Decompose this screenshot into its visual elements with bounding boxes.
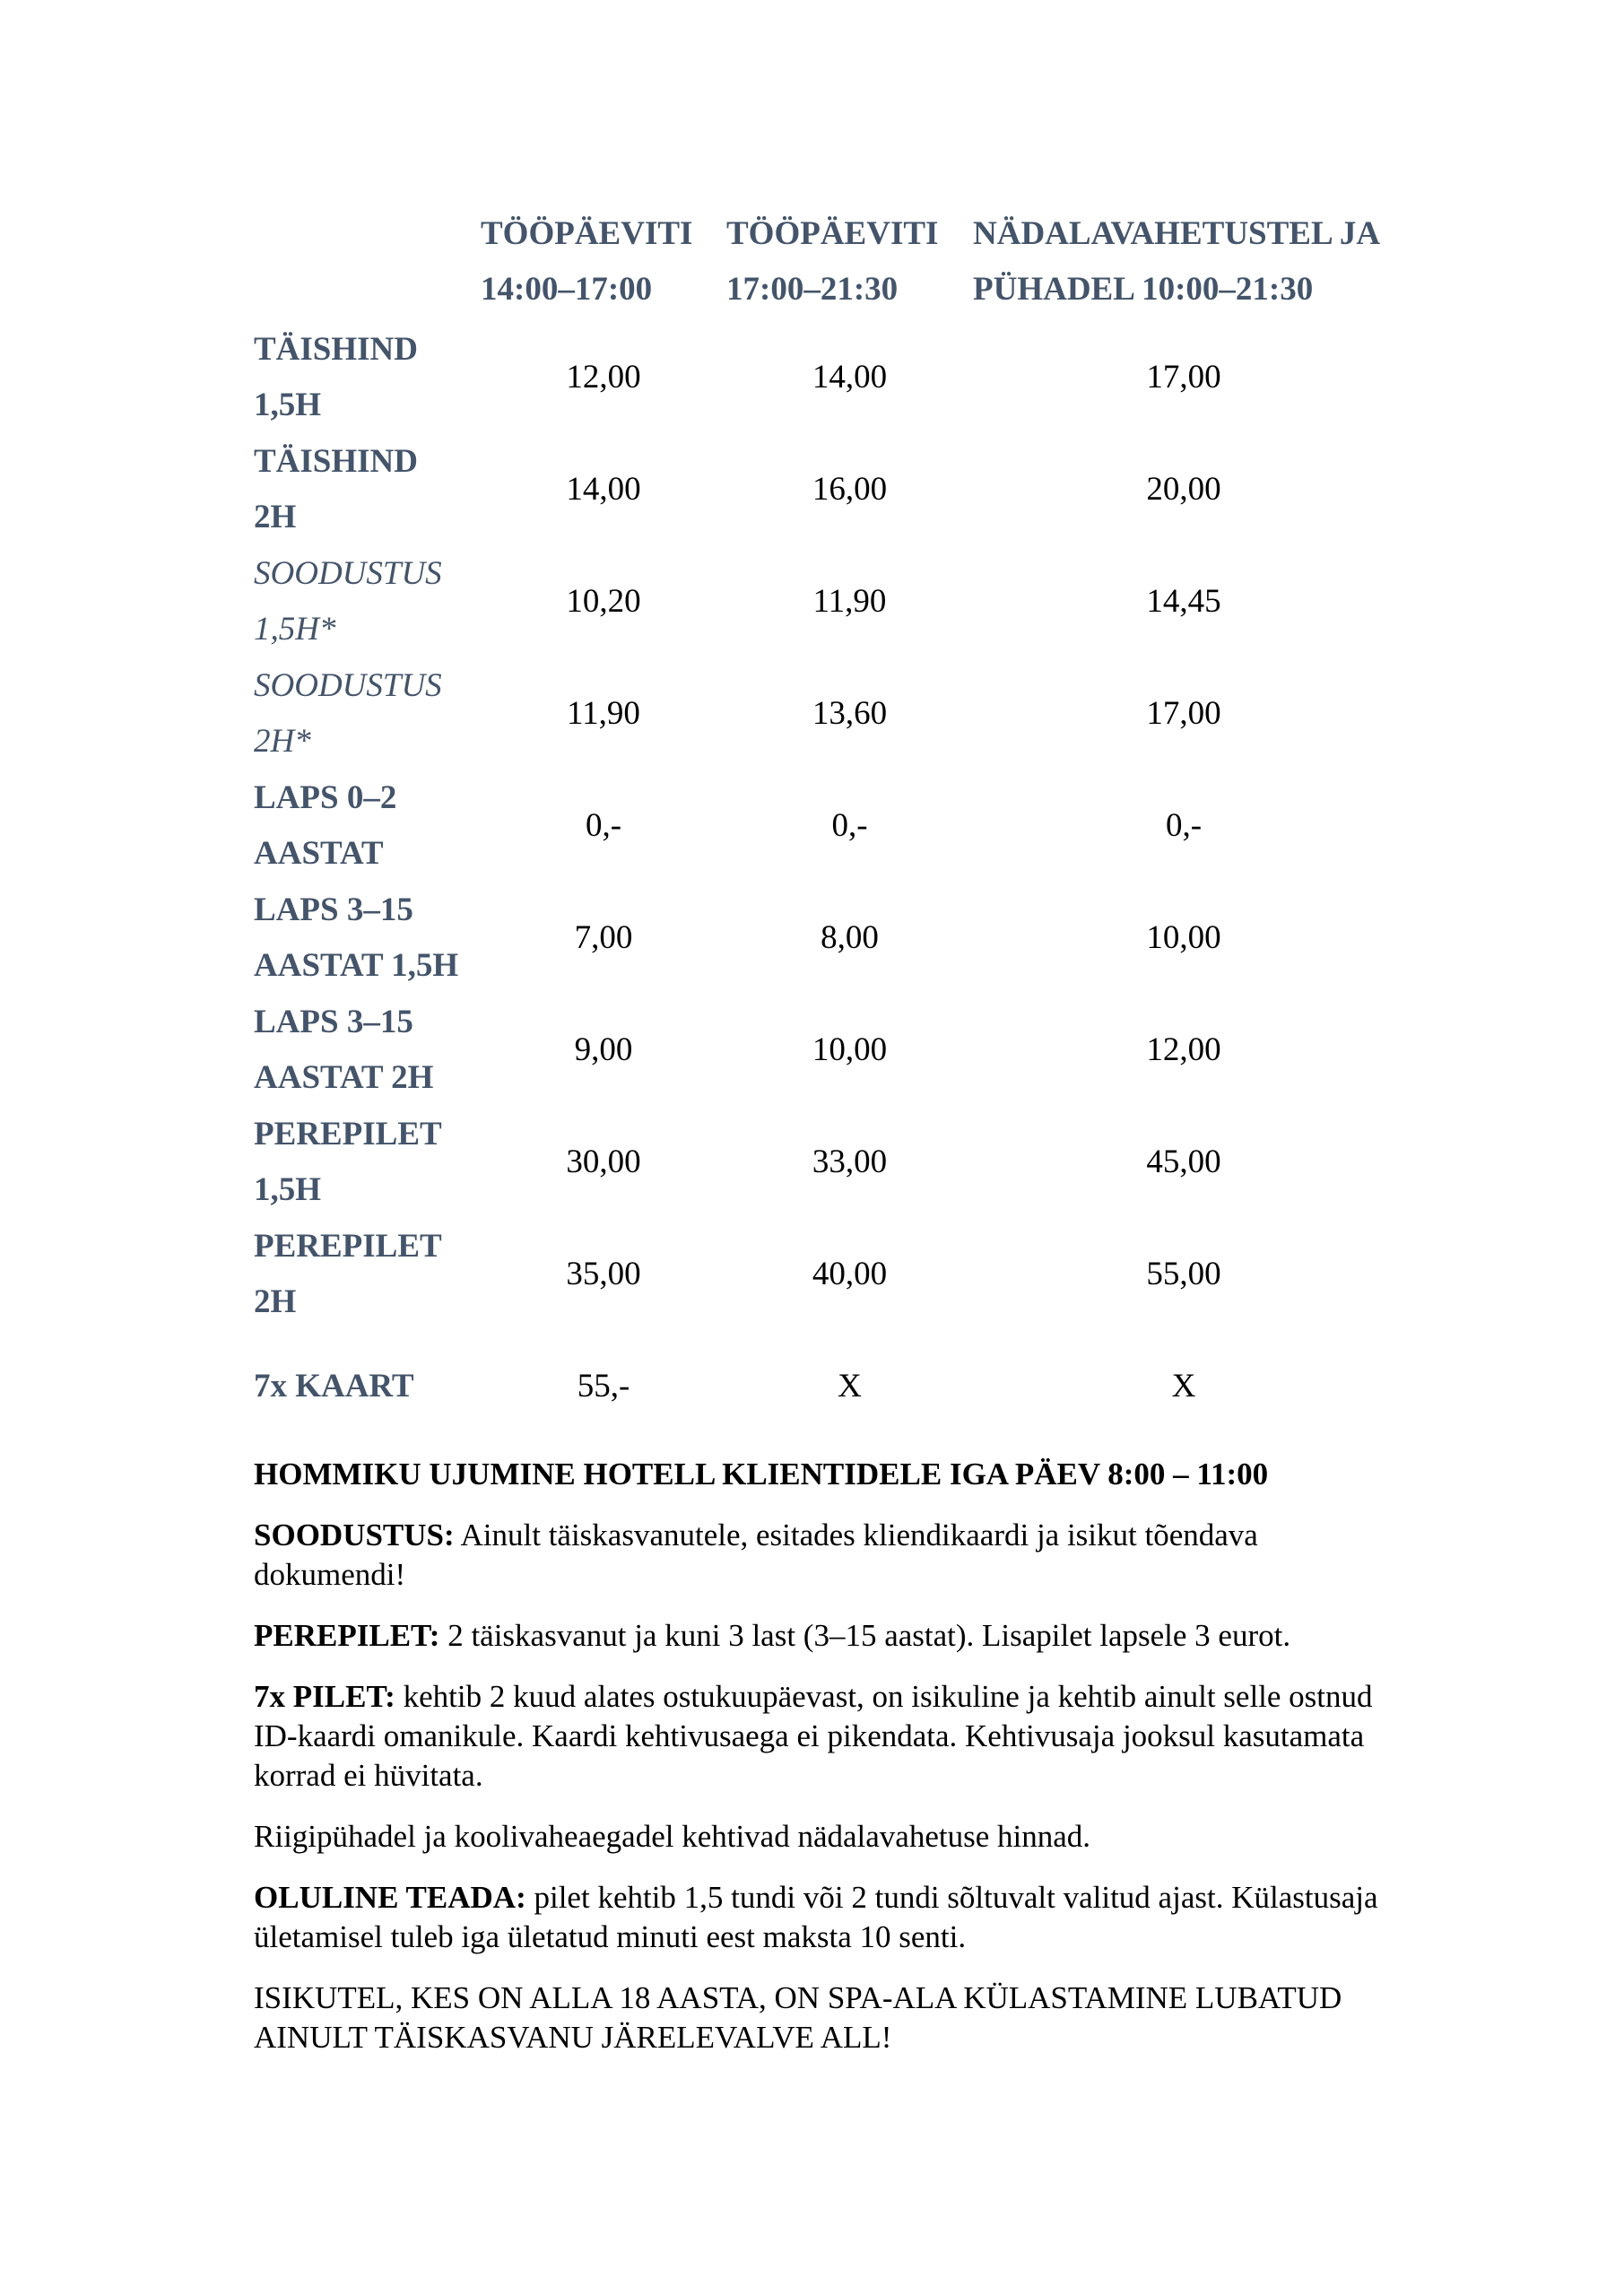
price-cell: 16,00 — [812, 470, 888, 508]
header-line: TÖÖPÄEVITI — [726, 215, 939, 252]
info-sections — [254, 1455, 1397, 2057]
price-cell: 55,00 — [1146, 1255, 1221, 1292]
label-line: LAPS 0–2 — [254, 778, 397, 816]
label-line: AASTAT — [254, 834, 384, 872]
table-row-perepilet-2h — [254, 1218, 1394, 1330]
paragraph-alla-18 — [254, 1979, 1397, 2057]
row-label — [254, 994, 481, 1106]
header-line: TÖÖPÄEVITI — [481, 215, 693, 252]
paragraph-perepilet — [254, 1616, 1397, 1656]
price-table — [254, 206, 1394, 1442]
header-line: 17:00–21:30 — [726, 271, 899, 308]
row-label — [254, 770, 481, 882]
paragraph-lead: OLULINE TEADA: — [254, 1880, 526, 1915]
price-cell: 11,90 — [567, 694, 640, 732]
table-row-soodustus-2h — [254, 657, 1394, 770]
price-cell: 10,00 — [1146, 918, 1221, 956]
row-label — [254, 657, 481, 770]
row-label — [254, 882, 481, 994]
table-row-taishind-1-5h — [254, 321, 1394, 433]
label-line: TÄISHIND — [254, 330, 418, 368]
label-line: SOODUSTUS — [254, 554, 442, 592]
label-line: PEREPILET — [254, 1227, 442, 1265]
header-line: PÜHADEL 10:00–21:30 — [973, 271, 1314, 308]
price-cell: 13,60 — [812, 694, 888, 732]
price-cell: 0,- — [585, 806, 622, 844]
paragraph-text: Ainult täiskasvanutele, esitades kliendikaardi ja isikut tõendava dokumendi! — [254, 1518, 1258, 1592]
price-cell: 0,- — [1165, 806, 1203, 844]
price-cell: 17,00 — [1146, 694, 1221, 732]
paragraph-text: 2 täiskasvanut ja kuni 3 last (3–15 aastat). Lisapilet lapsele 3 eurot. — [439, 1618, 1291, 1653]
row-label — [254, 1218, 481, 1330]
table-row-perepilet-1-5h — [254, 1106, 1394, 1218]
paragraph-text: kehtib 2 kuud alates ostukuupäevast, on isikuline ja kehtib ainult selle ostnud ID-kaardi omanikule. Kaardi kehtivusaega ei pikendata. Kehtivusaja jooksul kasutamata korrad ei hüvitata. — [254, 1679, 1373, 1793]
table-header-row — [254, 206, 1394, 321]
price-cell: 0,- — [831, 806, 868, 844]
column-header-weekday-afternoon — [481, 206, 726, 321]
price-cell: 20,00 — [1146, 470, 1221, 508]
section-heading-morning-swim: HOMMIKU UJUMINE HOTELL KLIENTIDELE IGA PÄEV 8:00 – 11:00 — [254, 1457, 1269, 1492]
label-line: LAPS 3–15 — [254, 891, 413, 928]
paragraph-lead: SOODUSTUS: — [254, 1518, 455, 1552]
row-label — [254, 321, 481, 433]
price-cell: 9,00 — [574, 1031, 633, 1068]
label-line: AASTAT 2H — [254, 1058, 434, 1096]
label-line: 2H* — [254, 722, 311, 760]
table-row-taishind-2h — [254, 433, 1394, 545]
paragraph-lead: 7x PILET: — [254, 1679, 395, 1714]
row-label — [254, 1106, 481, 1218]
label-line: LAPS 3–15 — [254, 1003, 413, 1040]
label-line: SOODUSTUS — [254, 666, 442, 704]
column-header-weekend-holidays — [973, 206, 1394, 321]
paragraph-7x-pilet — [254, 1677, 1397, 1796]
label-line: AASTAT 1,5H — [254, 946, 459, 984]
paragraph-text: Riigipühadel ja koolivaheaegadel kehtivad nädalavahetuse hinnad. — [254, 1819, 1091, 1854]
price-cell: 14,45 — [1146, 582, 1221, 620]
price-cell: X — [838, 1367, 862, 1405]
row-label — [254, 545, 481, 657]
column-header-weekday-evening — [726, 206, 973, 321]
paragraph-text: ISIKUTEL, KES ON ALLA 18 AASTA, ON SPA-ALA KÜLASTAMINE LUBATUD AINULT TÄISKASVANU JÄRELEVALVE ALL! — [254, 1980, 1342, 2055]
price-cell: 7,00 — [574, 918, 633, 956]
table-row-laps-0-2-aastat — [254, 770, 1394, 882]
header-line: NÄDALAVAHETUSTEL JA — [973, 215, 1381, 252]
price-cell: 14,00 — [566, 470, 641, 508]
price-cell: 14,00 — [812, 358, 888, 396]
paragraph-soodustus — [254, 1516, 1397, 1595]
table-corner-empty — [254, 206, 481, 321]
label-line: 1,5H — [254, 386, 322, 423]
row-label — [254, 1330, 481, 1442]
price-cell: 10,20 — [566, 582, 641, 620]
price-cell: 40,00 — [812, 1255, 888, 1292]
table-row-laps-3-15-aastat-2h — [254, 994, 1394, 1106]
price-cell: 17,00 — [1146, 358, 1221, 396]
price-cell: 10,00 — [812, 1031, 888, 1068]
table-row-laps-3-15-aastat-1-5h — [254, 882, 1394, 994]
paragraph-lead: PEREPILET: — [254, 1618, 440, 1653]
label-line: 1,5H* — [254, 610, 336, 648]
label-line: 2H — [254, 498, 297, 535]
price-cell: 30,00 — [566, 1143, 641, 1180]
label-line: 1,5H — [254, 1170, 322, 1208]
price-cell: 55,- — [577, 1367, 630, 1405]
price-cell: 45,00 — [1146, 1143, 1221, 1180]
table-row-soodustus-1-5h — [254, 545, 1394, 657]
row-label — [254, 433, 481, 545]
price-cell: 12,00 — [1146, 1031, 1221, 1068]
paragraph-riigipuhad — [254, 1817, 1397, 1857]
price-cell: 35,00 — [566, 1255, 641, 1292]
paragraph-text: pilet kehtib 1,5 tundi või 2 tundi sõltuvalt valitud ajast. Külastusaja ületamisel tuleb iga ületatud minuti eest maksta 10 senti. — [254, 1880, 1378, 1954]
label-line: PEREPILET — [254, 1115, 442, 1152]
paragraph-oluline-teada — [254, 1878, 1397, 1957]
label-line: 7x KAART — [254, 1367, 414, 1405]
price-cell: 33,00 — [812, 1143, 888, 1180]
header-line: 14:00–17:00 — [481, 271, 653, 308]
table-row-7x-kaart — [254, 1330, 1394, 1442]
price-cell: X — [1171, 1367, 1196, 1405]
price-cell: 12,00 — [566, 358, 641, 396]
label-line: TÄISHIND — [254, 442, 418, 480]
label-line: 2H — [254, 1283, 297, 1320]
price-cell: 8,00 — [821, 918, 879, 956]
price-cell: 11,90 — [812, 582, 887, 620]
